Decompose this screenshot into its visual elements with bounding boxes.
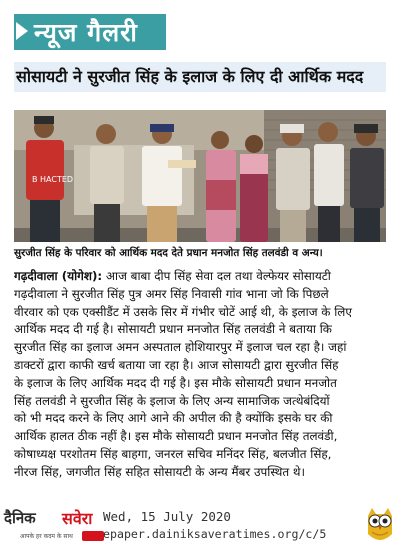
article-line: वीरवार को एक एक्सीडैंट में उसके सिर में गंभीर चोटें आई थी, के इलाज के लिए (14, 304, 352, 319)
article-line: के इलाज के लिए आर्थिक मदद दी गई है। इस मौके सोसायटी प्रधान मनजोत (14, 375, 337, 390)
owl-icon (364, 506, 396, 544)
news-photo (14, 110, 386, 242)
article-dateline: गढ़दीवाला (योगेश): (14, 269, 103, 283)
dainik-savera-logo[interactable] (4, 508, 104, 544)
shirt-print: B HACTED (32, 175, 74, 184)
logo-tagline: आपके हर कदम के साथ (20, 533, 73, 540)
article-line: डाक्टरों द्वारा काफी खर्च बताया जा रहा है। आज सोसायटी द्वारा सुरजीत सिंह (14, 357, 339, 372)
photo-caption: सुरजीत सिंह के परिवार को आर्थिक मदद देते प्रधान मनजोत सिंह तलवंडी व अन्य। (14, 247, 323, 259)
logo-word-savera: सवेरा (62, 509, 93, 528)
article-line: गढ़दीवाला (योगेश): आज बाबा दीप सिंह सेवा दल तथा वेल्फेयर सोसायटी (14, 269, 331, 283)
article-headline: सोसायटी ने सुरजीत सिंह के इलाज के लिए दी आर्थिक मदद (16, 67, 364, 86)
article-body (14, 268, 388, 482)
epaper-url-link[interactable]: epaper.dainiksaveratimes.org/c/5 (103, 527, 327, 541)
article-line: नीरज सिंह, जगजीत सिंह सहित सोसायटी के अन्य मैंबर उपस्थित थे। (14, 464, 306, 479)
article-line: गढ़दीवाला ने सुरजीत सिंह पुत्र अमर सिंह निवासी गांव भाना जो कि पिछले (14, 286, 329, 301)
article-line: सिंह तलवंडी ने सुरजीत सिंह के इलाज के लिए अन्य सामाजिक जत्थेबंदियों (14, 393, 330, 408)
logo-emblem-icon (82, 531, 104, 541)
article-line: सुरजीत सिंह का इलाज अमन अस्पताल होशियारपुर में इलाज चल रहा है। जहां (14, 340, 347, 355)
article-line: को भी मदद करने के लिए आगे आने की अपील की है क्योंकि इसके घर की (14, 411, 333, 426)
article-line: कोषाध्यक्ष परशोतम सिंह बाहगा, जनरल सचिव मनिंदर सिंह, बलजीत सिंह, (14, 446, 332, 461)
group-photo-illustration (14, 110, 386, 242)
banner-title: न्यूज गैलरी (34, 18, 138, 47)
logo-word-dainik: दैनिक (4, 509, 36, 527)
banner-arrow-icon (16, 22, 28, 40)
article-line: आर्थिक मदद दी गई है। सोसायटी प्रधान मनजोत सिंह तलवंडी ने बताया कि (14, 322, 332, 337)
edition-date: Wed, 15 July 2020 (103, 509, 231, 524)
article-line: आर्थिक हालत ठीक नहीं है। इस मौके सोसायटी प्रधान मनजोत सिंह तलवंडी, (14, 429, 338, 444)
